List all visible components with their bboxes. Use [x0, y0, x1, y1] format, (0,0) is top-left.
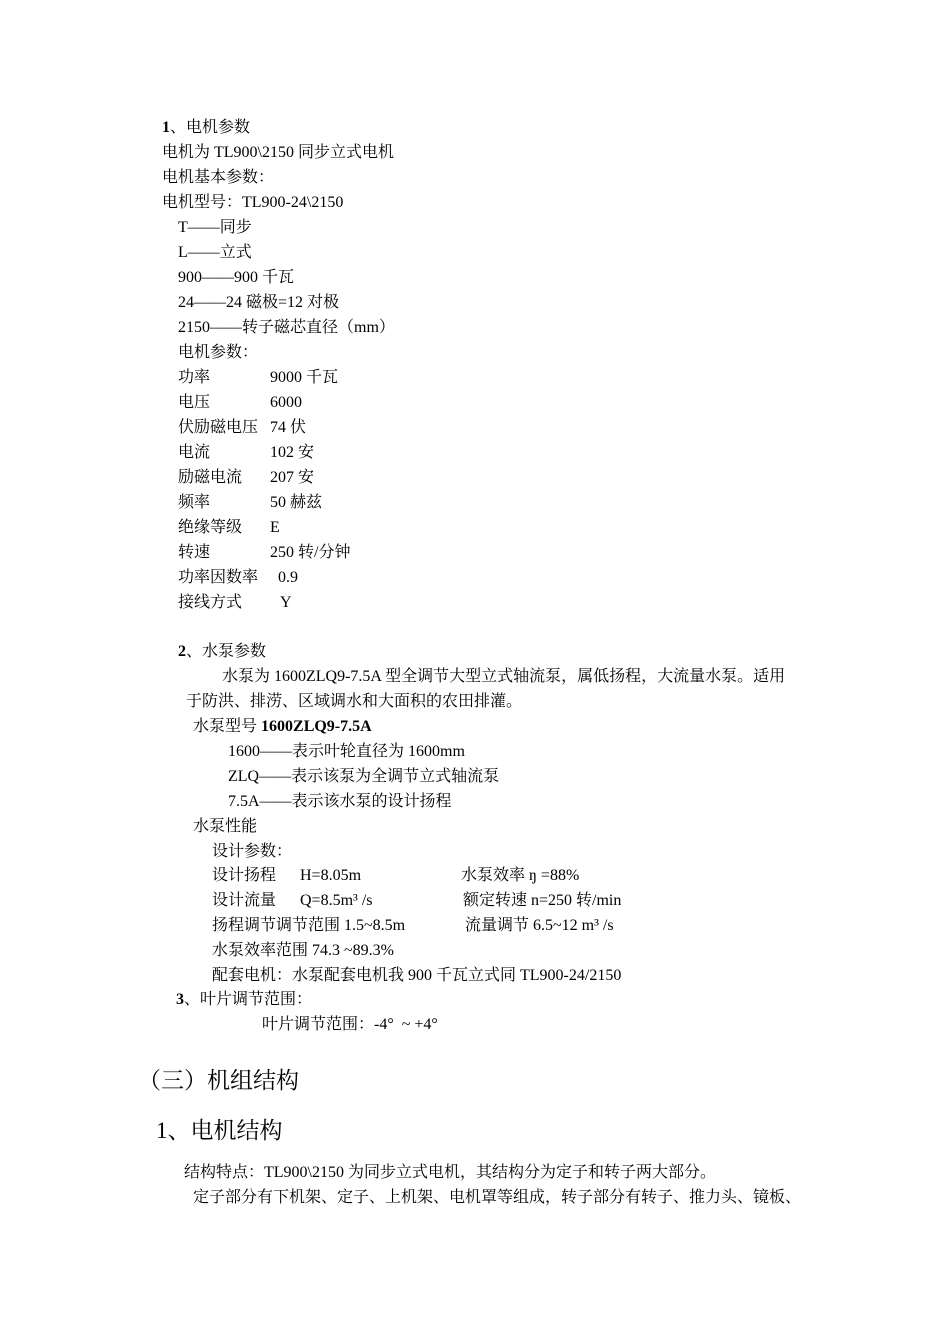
param-name: 伏励磁电压: [178, 419, 259, 436]
param-value: 9000 千瓦: [270, 369, 339, 386]
model-explain-item: 2150——转子磁芯直径（mm）: [178, 319, 395, 336]
param-name: 接线方式: [178, 594, 243, 611]
section3-heading: [176, 990, 312, 1010]
section3-number: 3: [176, 991, 184, 1008]
param-name: 频率: [178, 494, 211, 511]
model-explain-item: 900——900 千瓦: [178, 269, 295, 286]
param-value: 207 安: [270, 469, 315, 486]
efficiency-range: 水泵效率范围 74.3 ~89.3%: [212, 942, 394, 959]
design-head: 设计扬程 H=8.05m: [212, 867, 362, 884]
param-name: 转速: [178, 544, 211, 561]
param-value: 250 转/分钟: [270, 544, 351, 561]
motor-model-line: 电机型号：TL900-24\2150: [162, 194, 344, 211]
param-value: 50 赫兹: [270, 494, 323, 511]
pump-model-explain-item: 7.5A——表示该水泵的设计扬程: [228, 793, 452, 810]
head-adjust-range: 扬程调节调节范围 1.5~8.5m: [212, 917, 406, 934]
rated-speed: 额定转速 n=250 转/min: [463, 892, 622, 909]
pump-model-explain-item: ZLQ——表示该泵为全调节立式轴流泵: [228, 768, 500, 785]
chapter-title: （三）机组结构: [138, 1068, 299, 1093]
param-value: E: [270, 519, 280, 536]
param-name: 功率因数率: [178, 569, 259, 586]
motor-type-line: 电机为 TL900\2150 同步立式电机: [162, 144, 394, 161]
matching-motor: 配套电机：水泵配套电机我 900 千瓦立式同 TL900-24/2150: [212, 967, 622, 984]
model-explain-item: T——同步: [178, 219, 252, 236]
structure-line1: 结构特点：TL900\2150 为同步立式电机，其结构分为定子和转子两大部分。: [184, 1164, 716, 1181]
param-name: 励磁电流: [178, 469, 243, 486]
motor-params-title: 电机参数：: [178, 344, 259, 361]
section2-heading: [178, 642, 266, 662]
param-name: 绝缘等级: [178, 519, 243, 536]
param-name: 电压: [178, 394, 211, 411]
structure-line2: 定子部分有下机架、定子、上机架、电机罩等组成，转子部分有转子、推力头、镜板、: [193, 1189, 802, 1206]
pump-model-value: 1600ZLQ9-7.5A: [261, 718, 372, 735]
flow-adjust-range: 流量调节 6.5~12 m³ /s: [465, 917, 614, 934]
model-explain-item: 24——24 磁极=12 对极: [178, 294, 340, 311]
param-name: 功率: [178, 369, 211, 386]
param-value: 6000: [270, 394, 302, 411]
param-value: 74 伏: [270, 419, 307, 436]
design-flow: 设计流量 Q=8.5m³ /s: [212, 892, 373, 909]
section1-number: 1: [162, 119, 170, 136]
model-explain-item: L——立式: [178, 244, 252, 261]
section3-title: 、叶片调节范围：: [184, 991, 313, 1008]
pump-performance-title: 水泵性能: [193, 818, 258, 835]
design-params-title: 设计参数：: [212, 843, 293, 860]
pump-intro-line1: 水泵为 1600ZLQ9-7.5A 型全调节大型立式轴流泵，属低扬程，大流量水泵。适用: [222, 668, 786, 685]
pump-intro-line2: 于防洪、排涝、区域调水和大面积的农田排灌。: [186, 693, 523, 710]
pump-efficiency: 水泵效率 ŋ =88%: [461, 867, 580, 884]
section1-heading: [162, 118, 250, 138]
pump-model-line: [193, 717, 372, 737]
section2-number: 2: [178, 643, 186, 660]
blade-adjust-range: 叶片调节范围：-4° ~ +4°: [262, 1016, 438, 1033]
param-value: 102 安: [270, 444, 315, 461]
param-name: 电流: [178, 444, 211, 461]
motor-basic-params-label: 电机基本参数：: [162, 169, 275, 186]
subsection-title: 1、电机结构: [156, 1118, 283, 1143]
pump-model-explain-item: 1600——表示叶轮直径为 1600mm: [228, 743, 465, 760]
param-value: 0.9: [278, 569, 298, 586]
pump-model-label: 水泵型号: [193, 718, 262, 735]
section1-title: 、电机参数: [170, 119, 251, 136]
section2-title: 、水泵参数: [186, 643, 267, 660]
param-value: Y: [280, 594, 292, 611]
